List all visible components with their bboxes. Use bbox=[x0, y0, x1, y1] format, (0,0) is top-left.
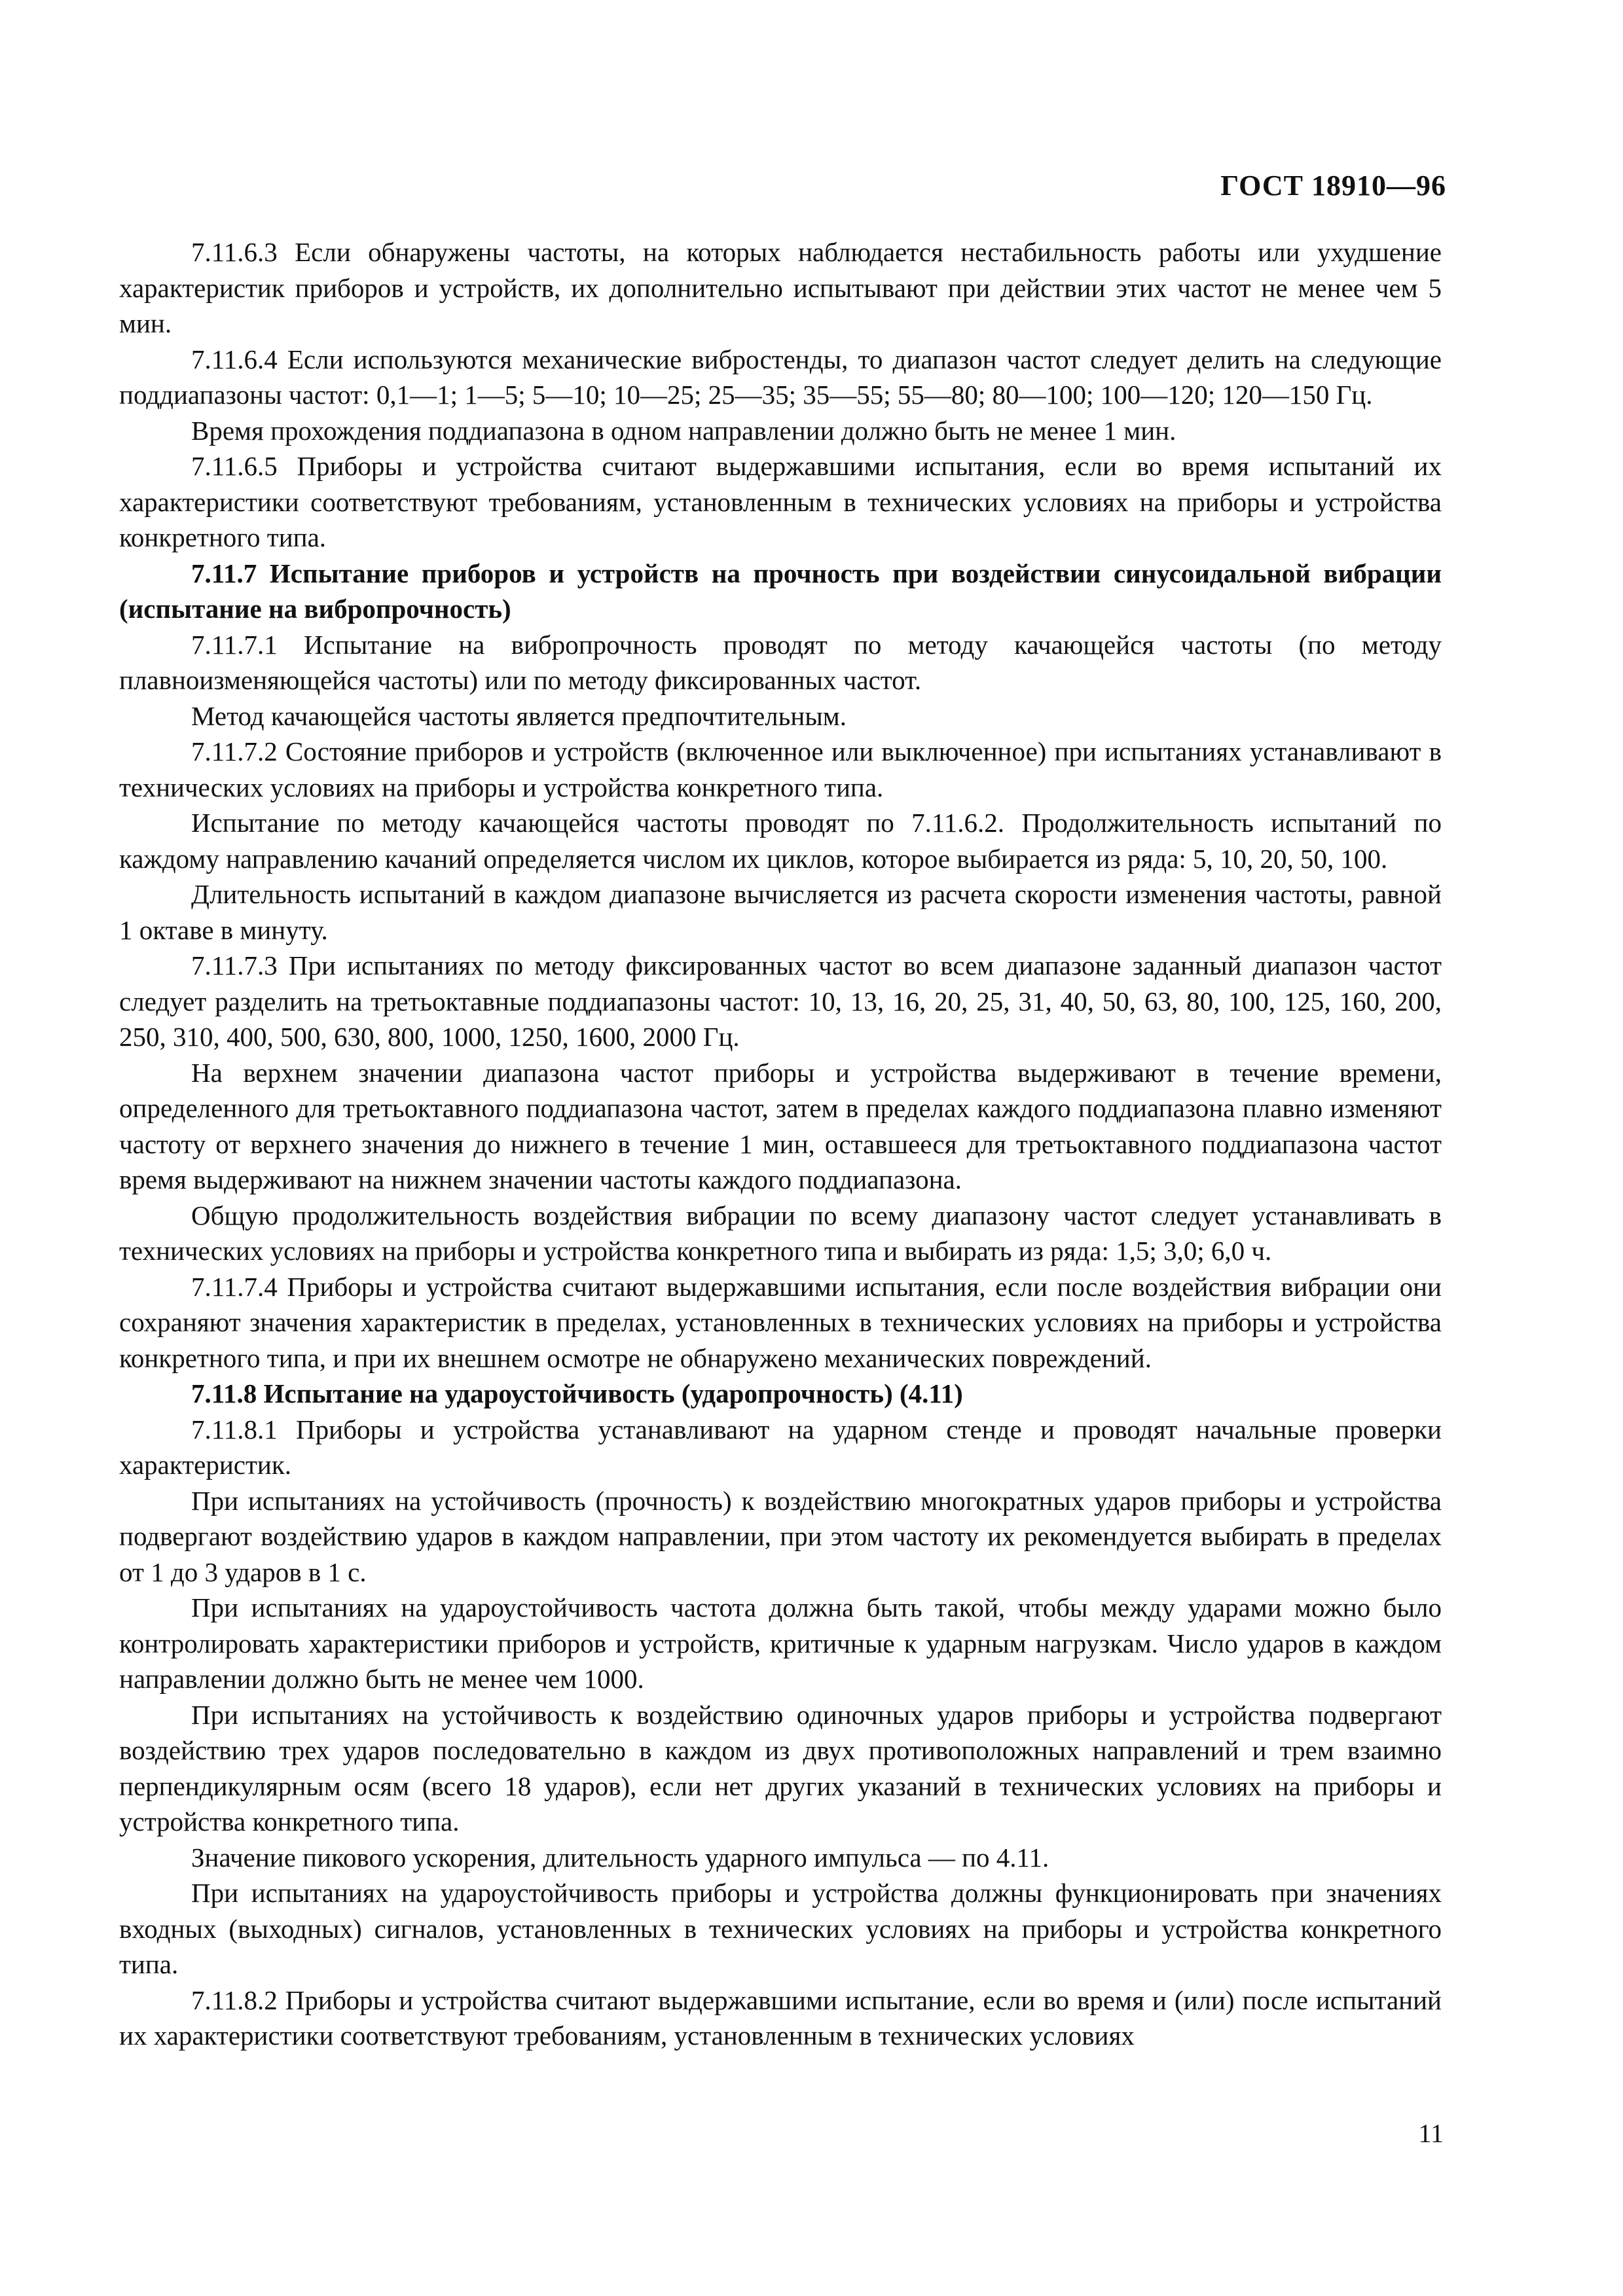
document-code-header: ГОСТ 18910—96 bbox=[1220, 170, 1446, 202]
paragraph-upper-frequency: На верхнем значении диапазона частот приборы и устройства выдерживают в течение времени, определенного для третьоктавного поддиапазона частот, затем в пределах каждого поддиапазона плавно изменяют частоту от верхнего значения до нижнего в течение 1 мин, оставшееся для третьоктавного поддиапазона частот время выдерживают на нижнем значении частоты каждого поддиапазона. bbox=[119, 1057, 1442, 1194]
paragraph-7-11-7-1: 7.11.7.1 Испытание на вибропрочность проводят по методу качающейся частоты (по методу плавноизменяющейся частоты) или по методу фиксированных частот. bbox=[119, 629, 1442, 695]
section-heading-7-11-8: 7.11.8 Испытание на удароустойчивость (ударопрочность) (4.11) bbox=[191, 1378, 963, 1408]
paragraph-multiple-shocks: При испытаниях на устойчивость (прочность) к воздействию многократных ударов приборы и устройства подвергают воздействию ударов в каждом направлении, при этом частоту их рекомендуется выбирать в пределах от 1 до 3 ударов в 1 с. bbox=[119, 1485, 1442, 1587]
paragraph-total-duration: Общую продолжительность воздействия вибрации по всему диапазону частот следует устанавливать в технических условиях на приборы и устройства конкретного типа и выбирать из ряда: 1,5; 3,0; 6,0 ч. bbox=[119, 1200, 1442, 1266]
section-heading-7-11-7: 7.11.7 Испытание приборов и устройств на прочность при воздействии синусоидальной вибрации (испытание на вибропрочность) bbox=[119, 558, 1442, 624]
page-number: 11 bbox=[1418, 2119, 1444, 2148]
document-body bbox=[119, 234, 1442, 2054]
paragraph-7-11-6-4: 7.11.6.4 Если используются механические вибростенды, то диапазон частот следует делить на следующие поддиапазоны частот: 0,1—1; 1—5; 5—10; 10—25; 25—35; 35—55; 55—80; 80—100; 100—120; 120—150 Гц. bbox=[119, 344, 1442, 410]
paragraph-sweep-test: Испытание по методу качающейся частоты проводят по 7.11.6.2. Продолжительность испытаний по каждому направлению качаний определяется числом их циклов, которое выбирается из ряда: 5, 10, 20, 50, 100. bbox=[119, 808, 1442, 874]
paragraph-7-11-7-3: 7.11.7.3 При испытаниях по методу фиксированных частот во всем диапазоне заданный диапазон частот следует разделить на третьоктавные поддиапазоны частот: 10, 13, 16, 20, 25, 31, 40, 50, 63, 80, 100, 125, 160, 200, 250, 310, 400, 500, 630, 800, 1000, 1250, 1600, 2000 Гц. bbox=[119, 950, 1442, 1052]
paragraph-preferred-method: Метод качающейся частоты является предпочтительным. bbox=[191, 700, 847, 731]
paragraph-functioning: При испытаниях на удароустойчивость приборы и устройства должны функционировать при значениях входных (выходных) сигналов, установленных в технических условиях на приборы и устройства конкретного типа. bbox=[119, 1878, 1442, 1979]
paragraph-test-duration: Длительность испытаний в каждом диапазоне вычисляется из расчета скорости изменения частоты, равной 1 октаве в минуту. bbox=[119, 879, 1442, 945]
paragraph-7-11-6-3: 7.11.6.3 Если обнаружены частоты, на которых наблюдается нестабильность работы или ухудшение характеристик приборов и устройств, их дополнительно испытывают при действии этих частот не менее чем 5 мин. bbox=[119, 237, 1442, 338]
paragraph-shock-frequency: При испытаниях на удароустойчивость частота должна быть такой, чтобы между ударами можно было контролировать характеристики приборов и устройств, критичные к ударным нагрузкам. Число ударов в каждом направлении должно быть не менее чем 1000. bbox=[119, 1592, 1442, 1694]
paragraph-7-11-7-2: 7.11.7.2 Состояние приборов и устройств (включенное или выключенное) при испытаниях устанавливают в технических условиях на приборы и устройства конкретного типа. bbox=[119, 736, 1442, 802]
paragraph-single-shocks: При испытаниях на устойчивость к воздействию одиночных ударов приборы и устройства подвергают воздействию трех ударов последовательно в каждом из двух противоположных направлений и трем взаимно перпендикулярным осям (всего 18 ударов), если нет других указаний в технических условиях на приборы и устройства конкретного типа. bbox=[119, 1699, 1442, 1837]
paragraph-subrange-time: Время прохождения поддиапазона в одном направлении должно быть не менее 1 мин. bbox=[191, 415, 1176, 446]
paragraph-7-11-8-1: 7.11.8.1 Приборы и устройства устанавливают на ударном стенде и проводят начальные проверки характеристик. bbox=[119, 1414, 1442, 1480]
paragraph-peak-acceleration: Значение пикового ускорения, длительность ударного импульса — по 4.11. bbox=[191, 1842, 1049, 1873]
paragraph-7-11-6-5: 7.11.6.5 Приборы и устройства считают выдержавшими испытания, если во время испытаний их характеристики соответствуют требованиям, установленным в технических условиях на приборы и устройства конкретного типа. bbox=[119, 451, 1442, 552]
paragraph-7-11-8-2: 7.11.8.2 Приборы и устройства считают выдержавшими испытание, если во время и (или) после испытаний их характеристики соответствуют требованиям, установленным в технических условиях bbox=[119, 1984, 1442, 2051]
paragraph-7-11-7-4: 7.11.7.4 Приборы и устройства считают выдержавшими испытания, если после воздействия вибрации они сохраняют значения характеристик в пределах, установленных в технических условиях на приборы и устройства конкретного типа, и при их внешнем осмотре не обнаружено механических повреждений. bbox=[119, 1271, 1442, 1373]
